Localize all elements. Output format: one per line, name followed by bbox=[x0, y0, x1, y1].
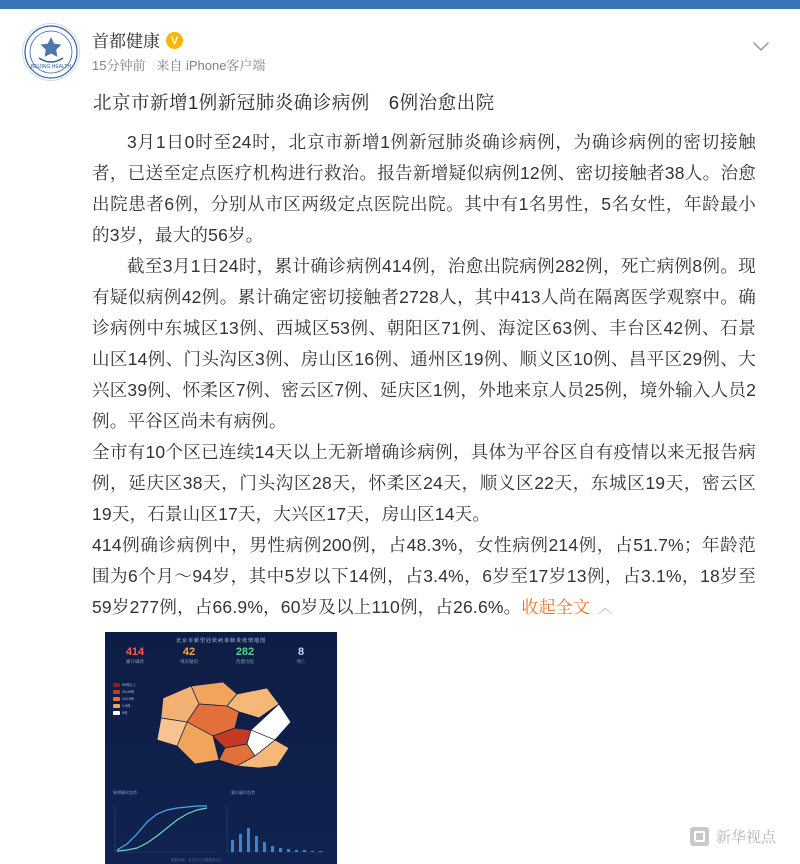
stat-suspected bbox=[165, 646, 213, 665]
xinhua-logo-icon bbox=[690, 827, 709, 846]
post-body bbox=[0, 117, 800, 624]
author-row bbox=[92, 27, 183, 52]
chart-left-label: 新增确诊趋势 bbox=[113, 790, 137, 795]
post-paragraph: 全市有10个区已连续14天以上无新增确诊病例，具体为平谷区自有疫情以来无报告病例，延庆区38天，门头沟区28天，怀柔区24天，顺义区22天，东城区19天，密云区19天，石景山区17天，大兴区17天，房山区14天。 bbox=[92, 442, 756, 524]
dashboard-title: 北京市新型冠状病毒肺炎疫情地图 bbox=[175, 638, 266, 644]
collapse-full-text-button[interactable]: 收起全文 bbox=[521, 598, 591, 617]
page-title: 北京市新增1例新冠肺炎确诊病例 6例治愈出院 bbox=[93, 92, 495, 113]
chart-right-label: 累计确诊趋势 bbox=[231, 790, 255, 795]
post-source[interactable]: 来自 iPhone客户端 bbox=[156, 58, 266, 73]
author-name[interactable]: 首都健康 bbox=[92, 32, 160, 51]
legend-label: 10-19例 bbox=[122, 697, 135, 701]
avatar[interactable] bbox=[22, 23, 80, 81]
chevron-down-icon[interactable] bbox=[750, 35, 772, 57]
top-accent-bar-inner bbox=[0, 0, 800, 9]
watermark-text: 新华视点 bbox=[715, 829, 776, 846]
stat-recovered bbox=[221, 646, 269, 665]
stat-value: 8 bbox=[297, 646, 305, 658]
post-paragraph-text: 414例确诊病例中，男性病例200例，占48.3%，女性病例214例，占51.7%；年龄范围为6个月～94岁，其中5岁以下14例，占3.4%，6岁至17岁13例，占3.1%，18岁至59岁277例，占66.9%，60岁及以上110例，占26.6%。 bbox=[92, 535, 756, 617]
stat-value: 414 bbox=[125, 646, 145, 658]
post-meta bbox=[92, 55, 265, 74]
post-paragraph-with-collapse bbox=[92, 530, 756, 624]
post-image[interactable] bbox=[105, 632, 337, 864]
beijing-district-map bbox=[139, 678, 309, 778]
post-paragraph: 截至3月1日24时，累计确诊病例414例，治愈出院病例282例，死亡病例8例。现有疑似病例42例。累计确定密切接触者2728人，其中413人尚在隔离医学观察中。确诊病例中东城区13例、西城区53例、朝阳区71例、海淀区63例、丰台区42例、石景山区14例、门头沟区3例、房山区16例、通州区19例、顺义区10例、昌平区29例、大兴区39例、怀柔区7例、密云区7例、延庆区1例，外地来京人员25例，境外输入人员2例。平谷区尚未有病例。 bbox=[92, 256, 756, 431]
top-accent-bar bbox=[0, 0, 800, 9]
stat-label: 现有疑似 bbox=[180, 659, 198, 664]
watermark bbox=[690, 826, 776, 847]
stat-label: 治愈出院 bbox=[236, 659, 254, 664]
post-header bbox=[0, 9, 800, 79]
post-paragraph: 3月1日0时至24时，北京市新增1例新冠肺炎确诊病例，为确诊病例的密切接触者，已送至定点医疗机构进行救治。报告新增疑似病例12例、密切接触者38人。治愈出院患者6例，分别从市区两级定点医院出院。其中有1名男性，5名女性，年龄最小的3岁，最大的56岁。 bbox=[92, 132, 756, 245]
stat-value: 42 bbox=[182, 646, 196, 658]
svg-text:BEIJING HEALTH: BEIJING HEALTH bbox=[30, 64, 72, 70]
legend-label: 1-9例 bbox=[122, 704, 131, 708]
post-time[interactable]: 15分钟前 bbox=[92, 58, 146, 73]
weibo-post-card bbox=[0, 9, 800, 861]
stat-deaths bbox=[277, 646, 325, 665]
chevron-up-icon[interactable]: ︿ bbox=[598, 600, 613, 616]
legend-label: 50例以上 bbox=[122, 683, 136, 687]
trend-charts bbox=[111, 790, 331, 862]
stat-value: 282 bbox=[235, 646, 255, 658]
stat-label: 死亡 bbox=[296, 659, 306, 664]
legend-label: 20-49例 bbox=[122, 690, 135, 694]
verified-badge-icon: V bbox=[166, 32, 183, 49]
stat-label: 累计确诊 bbox=[126, 659, 144, 664]
stat-confirmed bbox=[111, 646, 159, 665]
dashboard-footer: 数据来源：北京市卫生健康委员会 bbox=[171, 858, 222, 862]
epidemic-dashboard-graphic bbox=[105, 632, 337, 864]
legend-label: 0例 bbox=[122, 711, 128, 715]
